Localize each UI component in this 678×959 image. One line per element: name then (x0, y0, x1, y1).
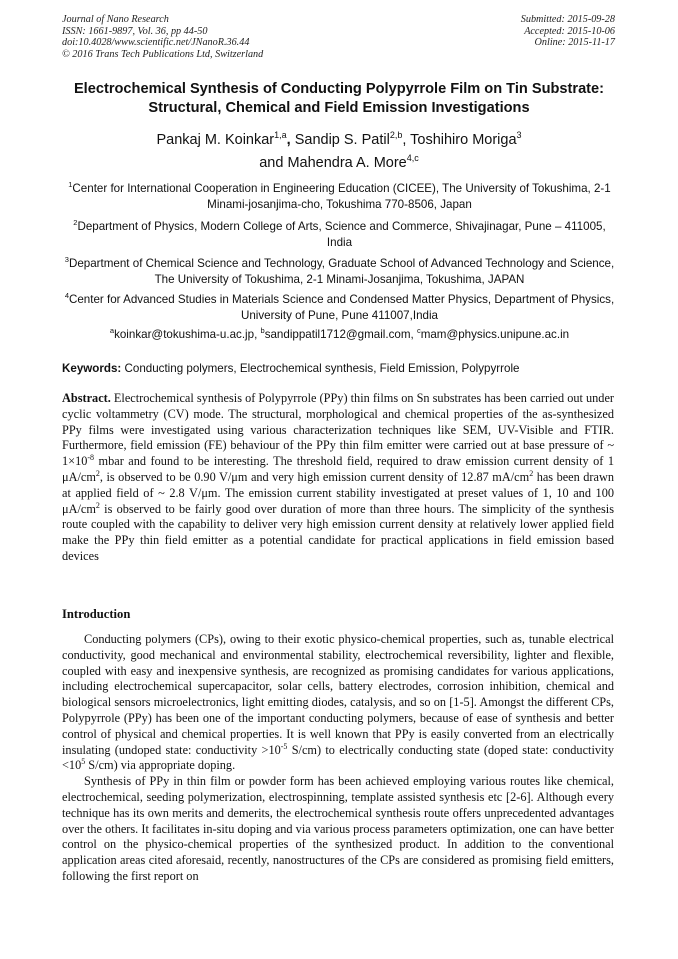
affiliation-text: Department of Chemical Science and Technology, Graduate School of Advanced Technology and Science, The University of Tokushima, 2-1 Minami-Josanjima, Tokushima, JAPAN (68, 257, 615, 286)
affiliation-3 (62, 256, 617, 288)
abstract-text: , is observed to be 0.90 V/μm and very high emission current density of 12.87 mA/cm (99, 469, 530, 484)
abstract-label: Abstract. (62, 391, 111, 405)
affiliation-1 (62, 181, 617, 213)
section-heading-introduction: Introduction (62, 607, 131, 621)
accepted-date: Accepted: 2015-10-06 (524, 25, 615, 37)
intro-text: S/cm) to electrically conducting state (doped state: conductivity <10 (62, 742, 614, 773)
intro-text: Conducting polymers (CPs), owing to their exotic physico-chemical properties, such as, tunable electrical conductivity, good mechanical and environmental stability, electrochemical reversibility, lighter and flexible, coupled with easy and inexpensive synthesis, are recognized as promising candidates for various applications, including electrochemical supercapacitor, solar cells, battery electrodes, corrosion inhibition, chemical and biological sensors microelectronics, light emitting diodes, catalysis, and so on [1-5]. Amongst the different CPs, Polypyrrole (PPy) has been one of the important conducting polymers, because of ease of synthesis and better control of physical and chemical properties. It is well known that PPy is easily converted from an electrically insulating (undoped state: conductivity >10 (62, 632, 614, 757)
affiliation-2 (62, 219, 617, 251)
email-address[interactable]: koinkar@tokushima-u.ac.jp, (114, 328, 261, 341)
author-separator: , (402, 132, 411, 148)
intro-text: S/cm) via appropriate doping. (85, 758, 236, 773)
affiliation-sup: 1 (68, 180, 73, 190)
author-name: Mahendra A. More (287, 155, 407, 171)
intro-paragraph-2: Synthesis of PPy in thin film or powder form has been achieved employing various routes like chemical, electrochemical, seeding polymerization, electrospinning, template assisted synthesis etc [2-6]. Although every technique has its own merits and demerits, the electrochemical synthesis route offers unprecedented advantages over the others. It facilitates in-situ doping and via various process parameters optimization, one can have better control on the physico-chemical properties of the synthesized product. In addition to the conventional application areas cited aforesaid, recently, nanostructures of the CPs are considered as promising field emitters, following the first report on (62, 774, 614, 883)
keywords-text: Conducting polymers, Electrochemical synthesis, Field Emission, Polypyrrole (121, 362, 520, 375)
abstract-sup: -8 (87, 453, 95, 463)
abstract-text: Electrochemical synthesis of Polypyrrole (PPy) thin films on Sn substrates has been carried out under cyclic voltammetry (CV) mode. The structural, morphological and chemical properties of the as-synthesized PPy films were investigated using various characterization techniques like SEM, UV-Visible and FTIR. Furthermore, field emission (FE) behaviour of the PPy thin film emitter were carried out at base pressure of ~ 1×10 (62, 391, 614, 469)
online-date: Online: 2015-11-17 (534, 37, 615, 49)
affiliation-sup: 3 (64, 255, 69, 265)
author-separator: , (286, 132, 295, 148)
author-and: and (259, 155, 288, 171)
author-sup: 4,c (406, 153, 419, 164)
introduction-body (62, 632, 614, 885)
affiliation-text: Department of Physics, Modern College of Arts, Science and Commerce, Shivajinagar, Pune – 411005, India (77, 220, 606, 249)
submitted-date: Submitted: 2015-09-28 (520, 14, 615, 25)
abstract-text: has been drawn at applied field of ~ 2.8 V/μm. The emission current stability investigated at preset values of 1, 10 and 100 μA/cm (62, 469, 615, 516)
email-address[interactable]: sandippatil1712@gmail.com, (264, 328, 417, 341)
author-name: Pankaj M. Koinkar (156, 132, 275, 148)
author-line-1 (40, 129, 638, 152)
affiliation-text: Center for Advanced Studies in Materials Science and Condensed Matter Physics, Department of Physics, University of Pune, Pune 411007,India (68, 293, 615, 322)
email-line (62, 327, 617, 343)
abstract-sup: 2 (95, 500, 100, 510)
paper-title: Electrochemical Synthesis of Conducting Polypyrrole Film on Tin Substrate: Structural, Chemical and Field Emission Investigations (73, 81, 605, 116)
email-sup: c (416, 326, 421, 336)
affiliation-text: Center for International Cooperation in Engineering Education (CICEE), The University of Tokushima, 2-1 Minami-josanjima-cho, Tokushima 770-8506, Japan (72, 182, 611, 211)
affiliation-sup: 4 (64, 291, 69, 301)
affiliation-4 (62, 292, 617, 324)
affiliation-sup: 2 (73, 218, 78, 228)
author-name: Toshihiro Moriga (410, 132, 517, 148)
keywords-label: Keywords: (62, 362, 122, 375)
author-line-2 (40, 152, 638, 175)
author-name: Sandip S. Patil (294, 132, 390, 148)
journal-header-right (521, 14, 615, 49)
abstract-sup: 2 (95, 468, 100, 478)
intro-sup: -5 (280, 741, 288, 751)
doi-line: doi:10.4028/www.scientific.net/JNanoR.36.44 (62, 37, 250, 49)
author-sup: 1,a (274, 130, 287, 141)
intro-sup: 5 (81, 757, 86, 767)
intro-paragraph-1 (62, 632, 614, 774)
author-sup: 3 (516, 130, 522, 141)
author-list (40, 129, 638, 175)
journal-name: Journal of Nano Research (62, 14, 169, 25)
email-sup: a (109, 326, 115, 336)
issn-line: ISSN: 1661-9897, Vol. 36, pp 44-50 (62, 25, 208, 37)
email-address[interactable]: mam@physics.unipune.ac.in (420, 328, 570, 341)
author-sup: 2,b (389, 130, 403, 141)
abstract (62, 391, 614, 565)
keywords (62, 361, 617, 376)
abstract-sup: 2 (529, 468, 534, 478)
journal-header-left (62, 14, 263, 60)
abstract-text: is observed to be fairly good over duration of more than three hours. The simplicity of the synthesis route coupled with the capability to deliver very high emission current density at relatively lower applied field make the PPy thin field emitter as a potential candidate for practical applications in field emission based devices (62, 501, 614, 563)
abstract-text: mbar and found to be interesting. The threshold field, required to draw emission current density of 1 μA/cm (62, 454, 614, 484)
copyright-line: © 2016 Trans Tech Publications Ltd, Switzerland (62, 48, 264, 60)
email-sup: b (260, 326, 265, 336)
